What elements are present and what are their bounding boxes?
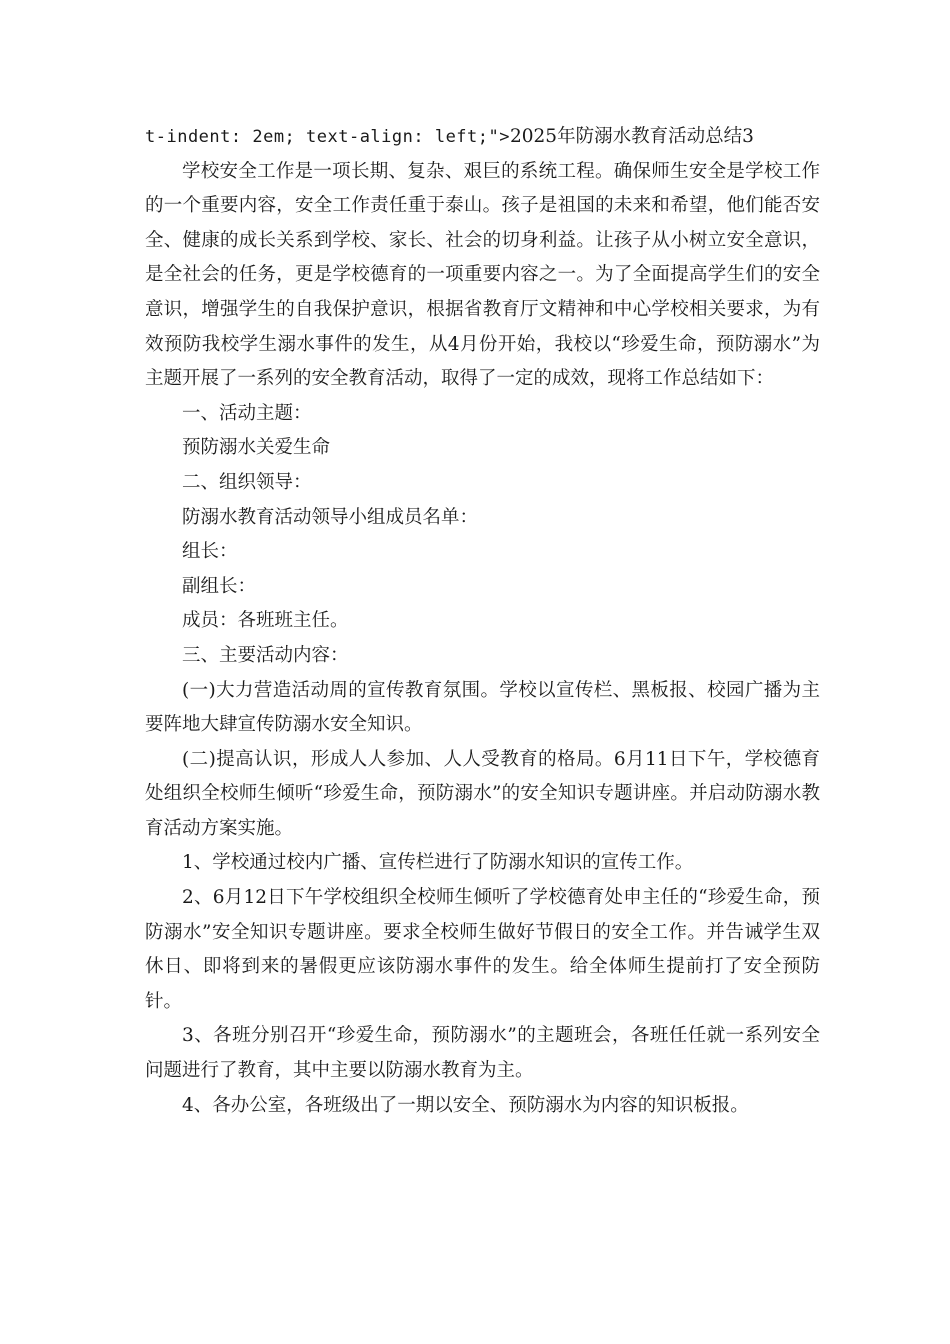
activity-paragraph-2: (二)提高认识，形成人人参加、人人受教育的格局。6月11日下午，学校德育处组织全校师生倾听“珍爱生命，预防溺水”的安全知识专题讲座。并启动防溺水教育活动方案实施。 — [145, 748, 820, 839]
document-heading-line — [145, 120, 820, 155]
activity-item-4: 4、各办公室，各班级出了一期以安全、预防溺水为内容的知识板报。 — [182, 1094, 749, 1116]
intro-paragraph: 学校安全工作是一项长期、复杂、艰巨的系统工程。确保师生安全是学校工作的一个重要内容，安全工作责任重于泰山。孩子是祖国的未来和希望，他们能否安全、健康的成长关系到学校、家长、社会的切身利益。让孩子从小树立安全意识，是全社会的任务，更是学校德育的一项重要内容之一。为了全面提高学生们的安全意识，增强学生的自我保护意识，根据省教育厅文精神和中心学校相关要求，为有效预防我校学生溺水事件的发生，从4月份开始，我校以“珍爱生命，预防溺水”为主题开展了一系列的安全教育活动，取得了一定的成效，现将工作总结如下： — [145, 160, 820, 390]
theme-text: 预防溺水关爱生命 — [182, 437, 331, 459]
members-line: 成员：各班班主任。 — [182, 610, 349, 632]
activity-item-1: 1、学校通过校内广播、宣传栏进行了防溺水知识的宣传工作。 — [182, 852, 694, 874]
section-heading-leadership: 二、组织领导： — [182, 471, 312, 493]
leader-line: 组长： — [182, 541, 238, 563]
activity-paragraph-1: (一)大力营造活动周的宣传教育氛围。学校以宣传栏、黑板报、校园广播为主要阵地大肆宣传防溺水安全知识。 — [145, 679, 820, 736]
stray-style-code: t-indent: 2em; text-align: left;"> — [145, 127, 510, 147]
leadership-list-title: 防溺水教育活动领导小组成员名单： — [182, 506, 479, 528]
document-body — [145, 120, 820, 1123]
activity-item-2: 2、6月12日下午学校组织全校师生倾听了学校德育处申主任的“珍爱生命，预防溺水”安全知识专题讲座。要求全校师生做好节假日的安全工作。并告诫学生双休日、即将到来的暑假更应该防溺水事件的发生。给全体师生提前打了安全预防针。 — [145, 887, 820, 1012]
section-heading-theme: 一、活动主题： — [182, 402, 312, 424]
deputy-leader-line: 副组长： — [182, 575, 257, 597]
activity-item-3: 3、各班分别召开“珍爱生命，预防溺水”的主题班会，各班任任就一系列安全问题进行了教育，其中主要以防溺水教育为主。 — [145, 1025, 820, 1082]
section-heading-activities: 三、主要活动内容： — [182, 644, 349, 666]
document-title: 2025年防溺水教育活动总结3 — [510, 126, 754, 147]
